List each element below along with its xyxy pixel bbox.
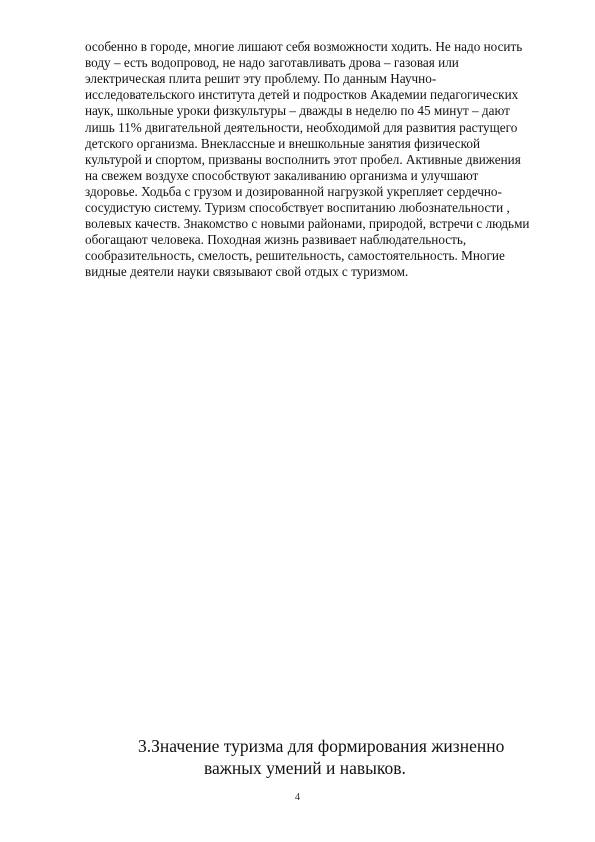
page-number: 4 bbox=[294, 792, 301, 803]
body-line: обогащают человека. Походная жизнь развивает наблюдательность, bbox=[85, 232, 467, 248]
body-line: наук, школьные уроки физкультуры – дважды в неделю по 45 минут – дают bbox=[85, 103, 510, 119]
body-line: культурой и спортом, призваны восполнить этот пробел. Активные движения bbox=[85, 151, 521, 167]
body-line: сообразительность, смелость, решительность, самостоятельность. Многие bbox=[85, 248, 505, 264]
section-heading-line-2: важных умений и навыков. bbox=[204, 758, 406, 778]
body-line: воду – есть водопровод, не надо заготавливать дрова – газовая или bbox=[85, 55, 459, 71]
body-line: здоровье. Ходьба с грузом и дозированной нагрузкой укрепляет сердечно- bbox=[85, 183, 502, 199]
body-line: электрическая плита решит эту проблему. По данным Научно- bbox=[85, 71, 437, 87]
body-line: видные деятели науки связывают свой отдых с туризмом. bbox=[85, 264, 409, 280]
body-line: особенно в городе, многие лишают себя возможности ходить. Не надо носить bbox=[85, 39, 523, 54]
body-line: лишь 11% двигательной деятельности, необходимой для развития растущего bbox=[85, 119, 518, 135]
body-line: волевых качеств. Знакомство с новыми районами, природой, встречи с людьми bbox=[85, 216, 530, 232]
section-heading-line-1: 3.Значение туризма для формирования жизненно bbox=[138, 736, 505, 756]
body-line: на свежем воздухе способствуют закаливанию организма и улучшают bbox=[85, 167, 479, 183]
body-line: детского организма. Внеклассные и внешкольные занятия физической bbox=[85, 135, 481, 151]
body-line: исследовательского института детей и подростков Академии педагогических bbox=[85, 87, 519, 103]
body-line: сосудистую систему. Туризм способствует воспитанию любознательности , bbox=[85, 200, 510, 215]
